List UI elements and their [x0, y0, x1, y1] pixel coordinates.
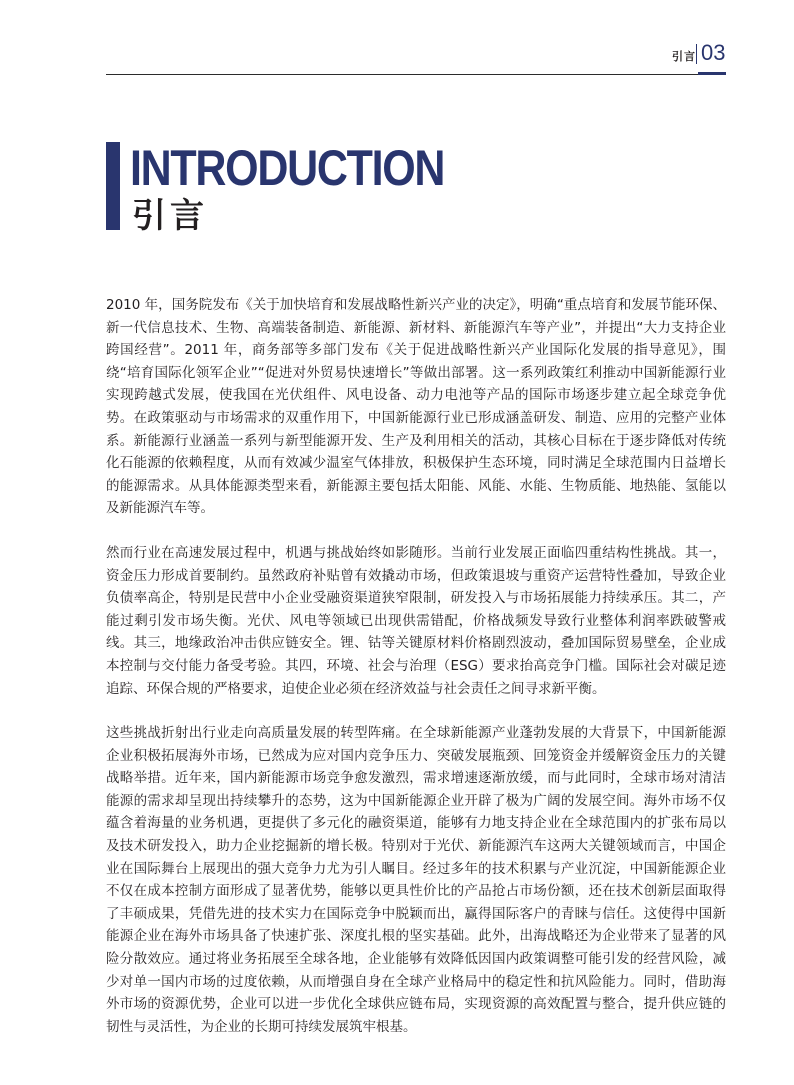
- paragraph-1: 2010 年，国务院发布《关于加快培育和发展战略性新兴产业的决定》，明确“重点培育和发展节能环保、新一代信息技术、生物、高端装备制造、新能源、新材料、新能源汽车等产业”，并提出“大力支持企业跨国经营”。2011 年，商务部等多部门发布《关于促进战略性新兴产业国际化发展的指导意见》，围绕“培育国际化领军企业”“促进对外贸易快速增长”等做出部署。这一系列政策红利推动中国新能源行业实现跨越式发展，使我国在光伏组件、风电设备、动力电池等产品的国际市场逐步建立起全球竞争优势。在政策驱动与市场需求的双重作用下，中国新能源行业已形成涵盖研发、制造、应用的完整产业体系。新能源行业涵盖一系列与新型能源开发、生产及利用相关的活动，其核心目标在于逐步降低对传统化石能源的依赖程度，从而有效减少温室气体排放，积极保护生态环境，同时满足全球范围内日益增长的能源需求。从具体能源类型来看，新能源主要包括太阳能、风能、水能、生物质能、地热能、氢能以及新能源汽车等。: [106, 297, 726, 517]
- title-accent-bar: [106, 142, 120, 230]
- section-title-chinese: 引言: [132, 196, 208, 236]
- paragraph-2: 然而行业在高速发展过程中，机遇与挑战始终如影随形。当前行业发展正面临四重结构性挑战。其一，资金压力形成首要制约。虽然政府补贴曾有效撬动市场，但政策退坡与重资产运营特性叠加，导致企业负债率高企，特别是民营中小企业受融资渠道狭窄限制，研发投入与市场拓展能力持续承压。其二，产能过剩引发市场失衡。光伏、风电等领域已出现供需错配，价格战频发导致行业整体利润率跌破警戒线。其三，地缘政治冲击供应链安全。锂、钴等关键原材料价格剧烈波动，叠加国际贸易壁垒，企业成本控制与交付能力备受考验。其四，环境、社会与治理（ESG）要求抬高竞争门槛。国际社会对碳足迹追踪、环保合规的严格要求，迫使企业必须在经济效益与社会责任之间寻求新平衡。: [106, 544, 726, 697]
- section-title-english: INTRODUCTION: [130, 140, 445, 196]
- paragraph-3: 这些挑战折射出行业走向高质量发展的转型阵痛。在全球新能源产业蓬勃发展的大背景下，中国新能源企业积极拓展海外市场，已然成为应对国内竞争压力、突破发展瓶颈、回笼资金并缓解资金压力的关键战略举措。近年来，国内新能源市场竞争愈发激烈，需求增速逐渐放缓，而与此同时，全球市场对清洁能源的需求却呈现出持续攀升的态势，这为中国新能源企业开辟了极为广阔的发展空间。海外市场不仅蕴含着海量的业务机遇，更提供了多元化的融资渠道，能够有力地支持企业在全球范围内的扩张布局以及技术研发投入，助力企业挖掘新的增长极。特别对于光伏、新能源汽车这两大关键领域而言，中国企业在国际舞台上展现出的强大竞争力尤为引人瞩目。经过多年的技术积累与产业沉淀，中国新能源企业不仅在成本控制方面形成了显著优势，能够以更具性价比的产品抢占市场份额，还在技术创新层面取得了丰硕成果，凭借先进的技术实力在国际竞争中脱颖而出，赢得国际客户的青睐与信任。这使得中国新能源企业在海外市场具备了快速扩张、深度扎根的坚实基础。此外，出海战略还为企业带来了显著的风险分散效应。通过将业务拓展至全球各地，企业能够有效降低因国内政策调整可能引发的经营风险，减少对单一国内市场的过度依赖，从而增强自身在全球产业格局中的稳定性和抗风险能力。同时，借助海外市场的资源优势，企业可以进一步优化全球供应链布局，实现资源的高效配置与整合，提升供应链的韧性与灵活性，为企业的长期可持续发展筑牢根基。: [106, 725, 726, 1035]
- header-accent-bar: [698, 72, 726, 75]
- page-number: 03: [701, 40, 726, 65]
- header-rule: [106, 74, 726, 75]
- body-text: [106, 294, 726, 1060]
- running-header-section: 引言: [672, 50, 696, 63]
- header-separator: [696, 44, 697, 64]
